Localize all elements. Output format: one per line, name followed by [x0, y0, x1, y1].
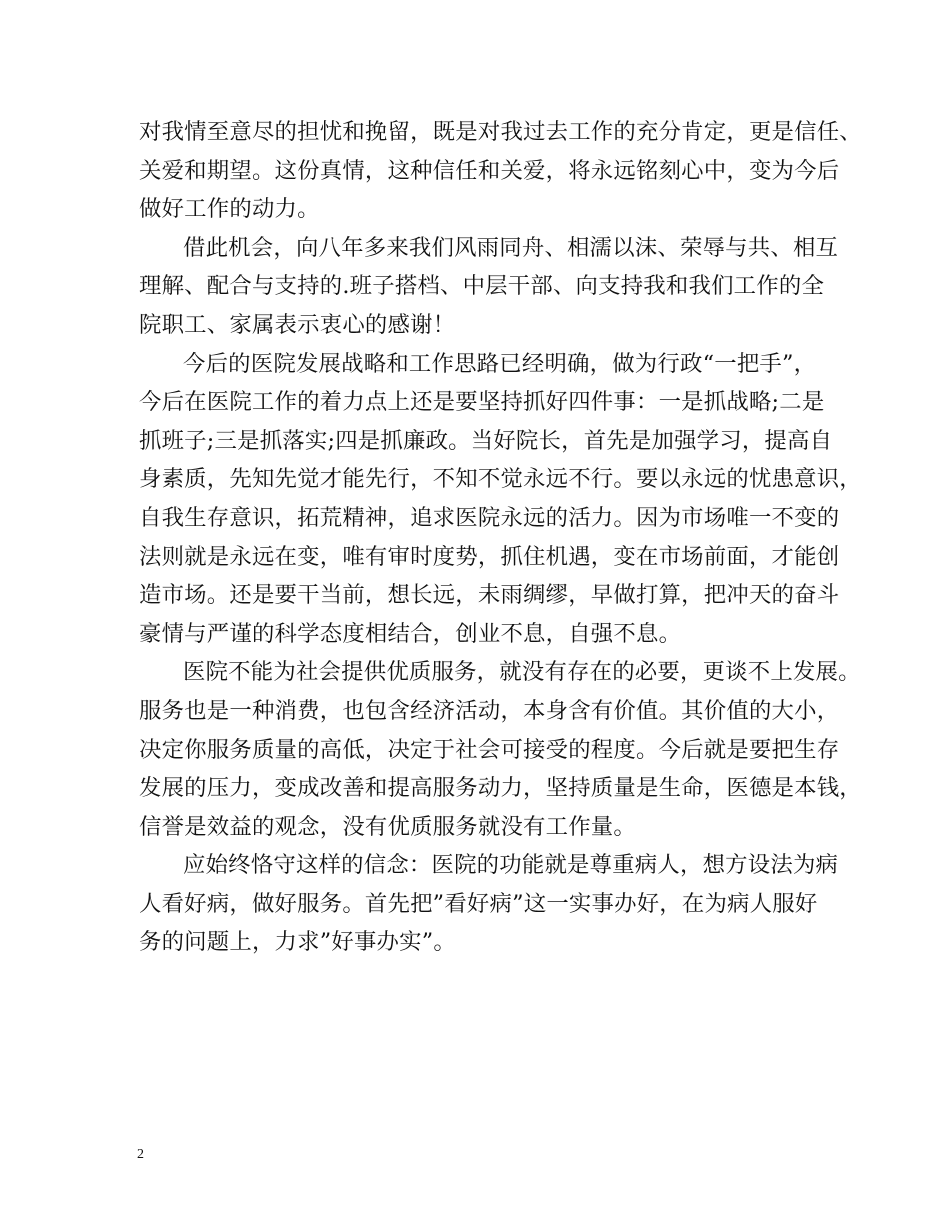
text-line: 今后在医院工作的着力点上还是要坚持抓好四件事：一是抓战略;二是	[139, 389, 825, 416]
text-line: 借此机会，向八年多来我们风雨同舟、相濡以沫、荣辱与共、相互	[183, 234, 839, 261]
text-line: 服务也是一种消费，也包含经济活动，本身含有价值。其价值的大小，	[139, 697, 840, 724]
text-line: 抓班子;三是抓落实;四是抓廉政。当好院长，首先是加强学习，提高自	[139, 427, 833, 454]
paragraph	[139, 229, 839, 345]
text-line: 身素质，先知先觉才能先行，不知不觉永远不行。要以永远的忧患意识，	[139, 466, 862, 493]
text-line: 信誉是效益的观念，没有优质服务就没有工作量。	[139, 813, 636, 840]
text-line: 做好工作的动力。	[139, 196, 320, 223]
paragraph	[139, 345, 862, 654]
text-line: 院职工、家属表示衷心的感谢！	[139, 311, 456, 338]
text-line: 今后的医院发展战略和工作思路已经明确，做为行政“一把手”，	[183, 350, 817, 377]
text-line: 法则就是永远在变，唯有审时度势，抓住机遇，变在市场前面，才能创	[139, 543, 840, 570]
text-line: 关爱和期望。这份真情，这种信任和关爱，将永远铭刻心中，变为今后	[139, 157, 840, 184]
text-line: 造市场。还是要干当前，想长远，未雨绸缪，早做打算，把冲天的奋斗	[139, 582, 840, 609]
text-line: 理解、配合与支持的.班子搭档、中层干部、向支持我和我们工作的全	[139, 273, 825, 300]
text-line: 自我生存意识，拓荒精神，追求医院永远的活力。因为市场唯一不变的	[139, 504, 840, 531]
text-line: 对我情至意尽的担忧和挽留，既是对我过去工作的充分肯定，更是信任、	[139, 119, 862, 145]
text-line: 决定你服务质量的高低，决定于社会可接受的程度。今后就是要把生存	[139, 736, 840, 763]
text-line: 务的问题上，力求”好事办实”。	[139, 929, 456, 956]
text-line: 人看好病，做好服务。首先把”看好病”这一实事办好，在为病人服好	[139, 890, 818, 917]
paragraph	[139, 113, 862, 229]
paragraph	[139, 846, 839, 962]
text-line: 医院不能为社会提供优质服务，就没有存在的必要，更谈不上发展。	[183, 659, 861, 686]
text-line: 应始终恪守这样的信念：医院的功能就是尊重病人，想方设法为病	[183, 852, 839, 879]
paragraph	[139, 653, 862, 846]
text-line: 发展的压力，变成改善和提高服务动力，坚持质量是生命，医德是本钱，	[139, 775, 862, 802]
page-number: 2	[137, 1147, 144, 1162]
document-body	[139, 113, 862, 962]
text-line: 豪情与严谨的科学态度相结合，创业不息，自强不息。	[139, 620, 682, 647]
